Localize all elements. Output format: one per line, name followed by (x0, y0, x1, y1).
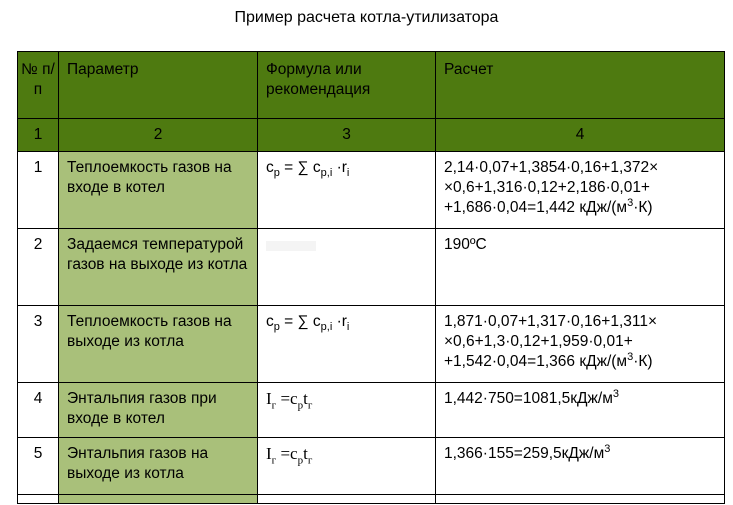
row-num: 1 (18, 152, 59, 229)
header-calc-label: Расчет (444, 61, 494, 78)
table-row (18, 229, 725, 306)
row-calc: $1,366\cdot 155=259,5кДж/м^3$ (436, 438, 725, 495)
row-num: 5 (18, 438, 59, 495)
column-number: 3 (258, 119, 436, 152)
row-formula: $c_p$ = ∑ $c_{p,i} \cdot r_i$ (258, 306, 436, 383)
table-header-row (18, 52, 725, 119)
row-calc: 1,871·0,07+1,317·0,16+1,311× ×0,6+1,3·0,12+1,959·0,01+ +1,542·0,04=1,366 кДж/$(м^3\cdot К)$ (436, 306, 725, 383)
blank-formula (266, 241, 316, 251)
row-param: Энтальпия газов на выходе из котла (59, 438, 258, 495)
header-num-label: № п/п (21, 61, 55, 98)
header-param-label: Параметр (67, 61, 139, 78)
header-num (18, 52, 59, 119)
row-num: 4 (18, 383, 59, 438)
table-row (18, 495, 725, 504)
column-number: 4 (436, 119, 725, 152)
row-param (59, 495, 258, 504)
row-formula: $c_p$ = ∑ $c_{p,i} \cdot r_i$ (258, 152, 436, 229)
row-calc: 190ºС (436, 229, 725, 306)
row-param: Энтальпия газов при входе в котел (59, 383, 258, 438)
row-formula: $I_г =c_pt_г$ (258, 438, 436, 495)
row-formula (258, 229, 436, 306)
table-row (18, 383, 725, 438)
row-num (18, 495, 59, 504)
header-formula (258, 52, 436, 119)
row-formula (258, 495, 436, 504)
table-row (18, 152, 725, 229)
row-calc: 2,14·0,07+1,3854·0,16+1,372× ×0,6+1,316·0,12+2,186·0,01+ +1,686·0,04=1,442 кДж/$(м^3\cdot К)$ (436, 152, 725, 229)
column-number: 1 (18, 119, 59, 152)
column-number: 2 (59, 119, 258, 152)
header-formula-label: Формула или рекомендация (266, 61, 371, 98)
row-calc: $1,442\cdot 750=1081,5кДж/м^3$ (436, 383, 725, 438)
column-number-row (18, 119, 725, 152)
row-param: Теплоемкость газов на входе в котел (59, 152, 258, 229)
row-num: 3 (18, 306, 59, 383)
document-title: Пример расчета котла-утилизатора (234, 9, 499, 26)
table-row (18, 306, 725, 383)
header-calc (436, 52, 725, 119)
header-param (59, 52, 258, 119)
table-row (18, 438, 725, 495)
row-param: Теплоемкость газов на выходе из котла (59, 306, 258, 383)
row-calc (436, 495, 725, 504)
calculation-table (17, 51, 725, 504)
row-num: 2 (18, 229, 59, 306)
row-param: Задаемся температурой газов на выходе из котла (59, 229, 258, 306)
row-formula: $I_г =c_pt_г$ (258, 383, 436, 438)
